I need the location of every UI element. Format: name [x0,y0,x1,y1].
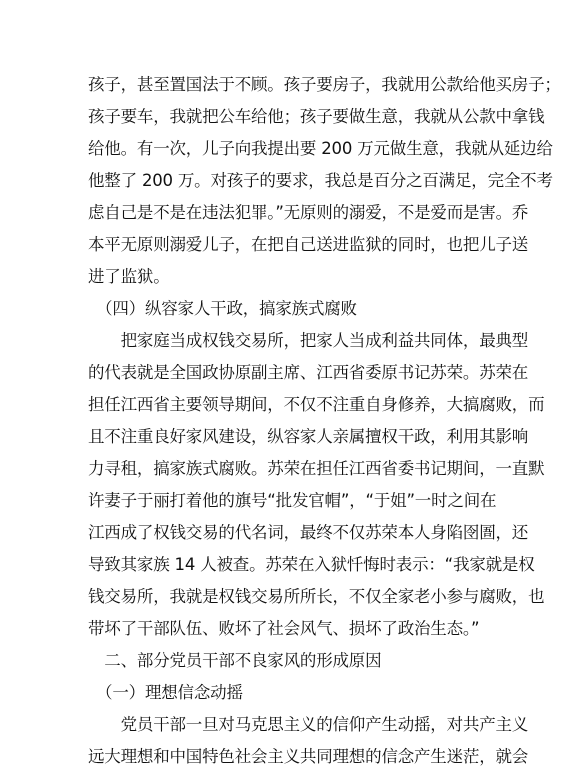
text-line: 进了监狱。 [88,267,170,286]
text-line: 孩子要车，我就把公车给他；孩子要做生意，我就从公款中拿钱 [88,107,545,126]
text-line: 党员干部一旦对马克思主义的信仰产生动摇，对共产主义 [88,715,529,734]
text-line: 孩子，甚至置国法于不顾。孩子要房子，我就用公款给他买房子； [88,75,561,94]
body-text [88,69,561,773]
section-heading: （四）纵容家人干政，搞家族式腐败 [88,299,357,318]
text-line: 且不注重良好家风建设，纵容家人亲属擅权干政，利用其影响 [88,427,529,446]
text-line: 带坏了干部队伍、败坏了社会风气、损坏了政治生态。” [88,619,480,638]
text-line: 给他。有一次，儿子向我提出要 200 万元做生意，我就从延边给 [88,139,553,158]
text-line: 虑自己是不是在违法犯罪。”无原则的溺爱，不是爱而是害。乔 [88,203,529,222]
text-line: 远大理想和中国特色社会主义共同理想的信念产生迷茫，就会 [88,747,529,766]
text-line: 钱交易所，我就是权钱交易所所长，不仅全家老小参与腐败，也 [88,587,545,606]
text-line: 本平无原则溺爱儿子，在把自己送进监狱的同时，也把儿子送 [88,235,529,254]
text-line: 力寻租，搞家族式腐败。苏荣在担任江西省委书记期间，一直默 [88,459,545,478]
text-line: 导致其家族 14 人被查。苏荣在入狱忏悔时表示：“我家就是权 [88,555,535,574]
text-line: 的代表就是全国政协原副主席、江西省委原书记苏荣。苏荣在 [88,363,529,382]
text-line: 许妻子于丽打着他的旗号“批发官帽”，“于姐”一时之间在 [88,491,497,510]
section-heading: （一）理想信念动摇 [88,683,243,702]
text-line: 担任江西省主要领导期间，不仅不注重自身修养，大搞腐败，而 [88,395,545,414]
section-heading: 二、部分党员干部不良家风的形成原因 [88,651,382,670]
text-line: 江西成了权钱交易的代名词，最终不仅苏荣本人身陷囹圄，还 [88,523,529,542]
text-line: 把家庭当成权钱交易所，把家人当成利益共同体，最典型 [88,331,529,350]
text-line: 他整了 200 万。对孩子的要求，我总是百分之百满足，完全不考 [88,171,553,190]
